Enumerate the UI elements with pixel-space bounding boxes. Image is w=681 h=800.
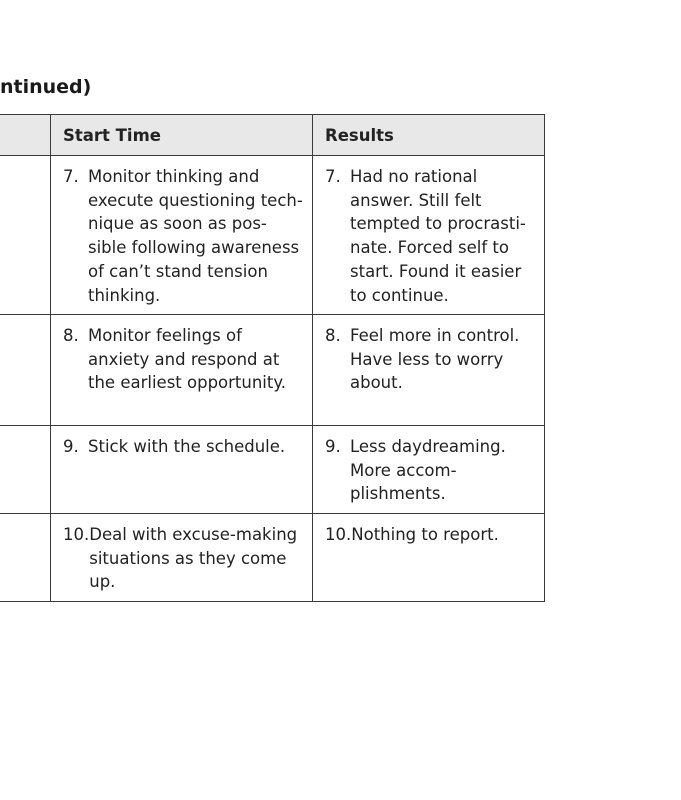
results-text: Less daydreaming. More accom-plishments. [350,436,506,504]
column-header-results: Results [313,115,545,156]
item-number: 9. [63,436,79,456]
item-number: 10. [325,524,352,544]
start-time-cell [51,513,313,601]
start-time-cell [51,155,313,314]
item-number: 7. [325,166,341,186]
start-time-text: Monitor feelings of anxiety and respond at the earliest opportunity. [88,325,287,393]
table-header-row [0,115,545,156]
clipped-cell [0,314,51,425]
column-header-start-time: Start Time [51,115,313,156]
results-text: Nothing to report. [351,524,499,544]
item-number: 9. [325,436,341,456]
start-time-text: Deal with excuse-making situations as they come up. [89,524,298,592]
results-cell [313,425,545,513]
start-time-text: Stick with the schedule. [88,436,286,456]
item-number: 8. [325,325,341,345]
item-number: 10. [63,524,90,544]
start-time-cell [51,314,313,425]
clipped-cell [0,425,51,513]
clipped-text [0,324,42,372]
start-time-text: Monitor thinking and execute questioning tech-nique as soon as pos-sible following awareness of can’t stand tension thinking. [88,166,303,305]
item-number: 7. [63,166,79,186]
item-number: 8. [63,325,79,345]
clipped-cell [0,513,51,601]
results-cell [313,513,545,601]
clipped-cell [0,155,51,314]
clipped-text [0,523,42,571]
table-row [0,425,545,513]
table-row [0,155,545,314]
table-caption: ntinued) [0,76,92,98]
clipped-text [0,435,42,506]
start-time-cell [51,425,313,513]
clipped-text [0,165,42,260]
results-text: Had no rational answer. Still felt tempted to procrasti-nate. Forced self to start. Found it easier to continue. [350,166,526,305]
table-row [0,314,545,425]
column-header-first [0,115,51,156]
results-cell [313,155,545,314]
table-row [0,513,545,601]
plan-table [0,114,545,602]
results-cell [313,314,545,425]
results-text: Feel more in control. Have less to worry about. [350,325,520,393]
